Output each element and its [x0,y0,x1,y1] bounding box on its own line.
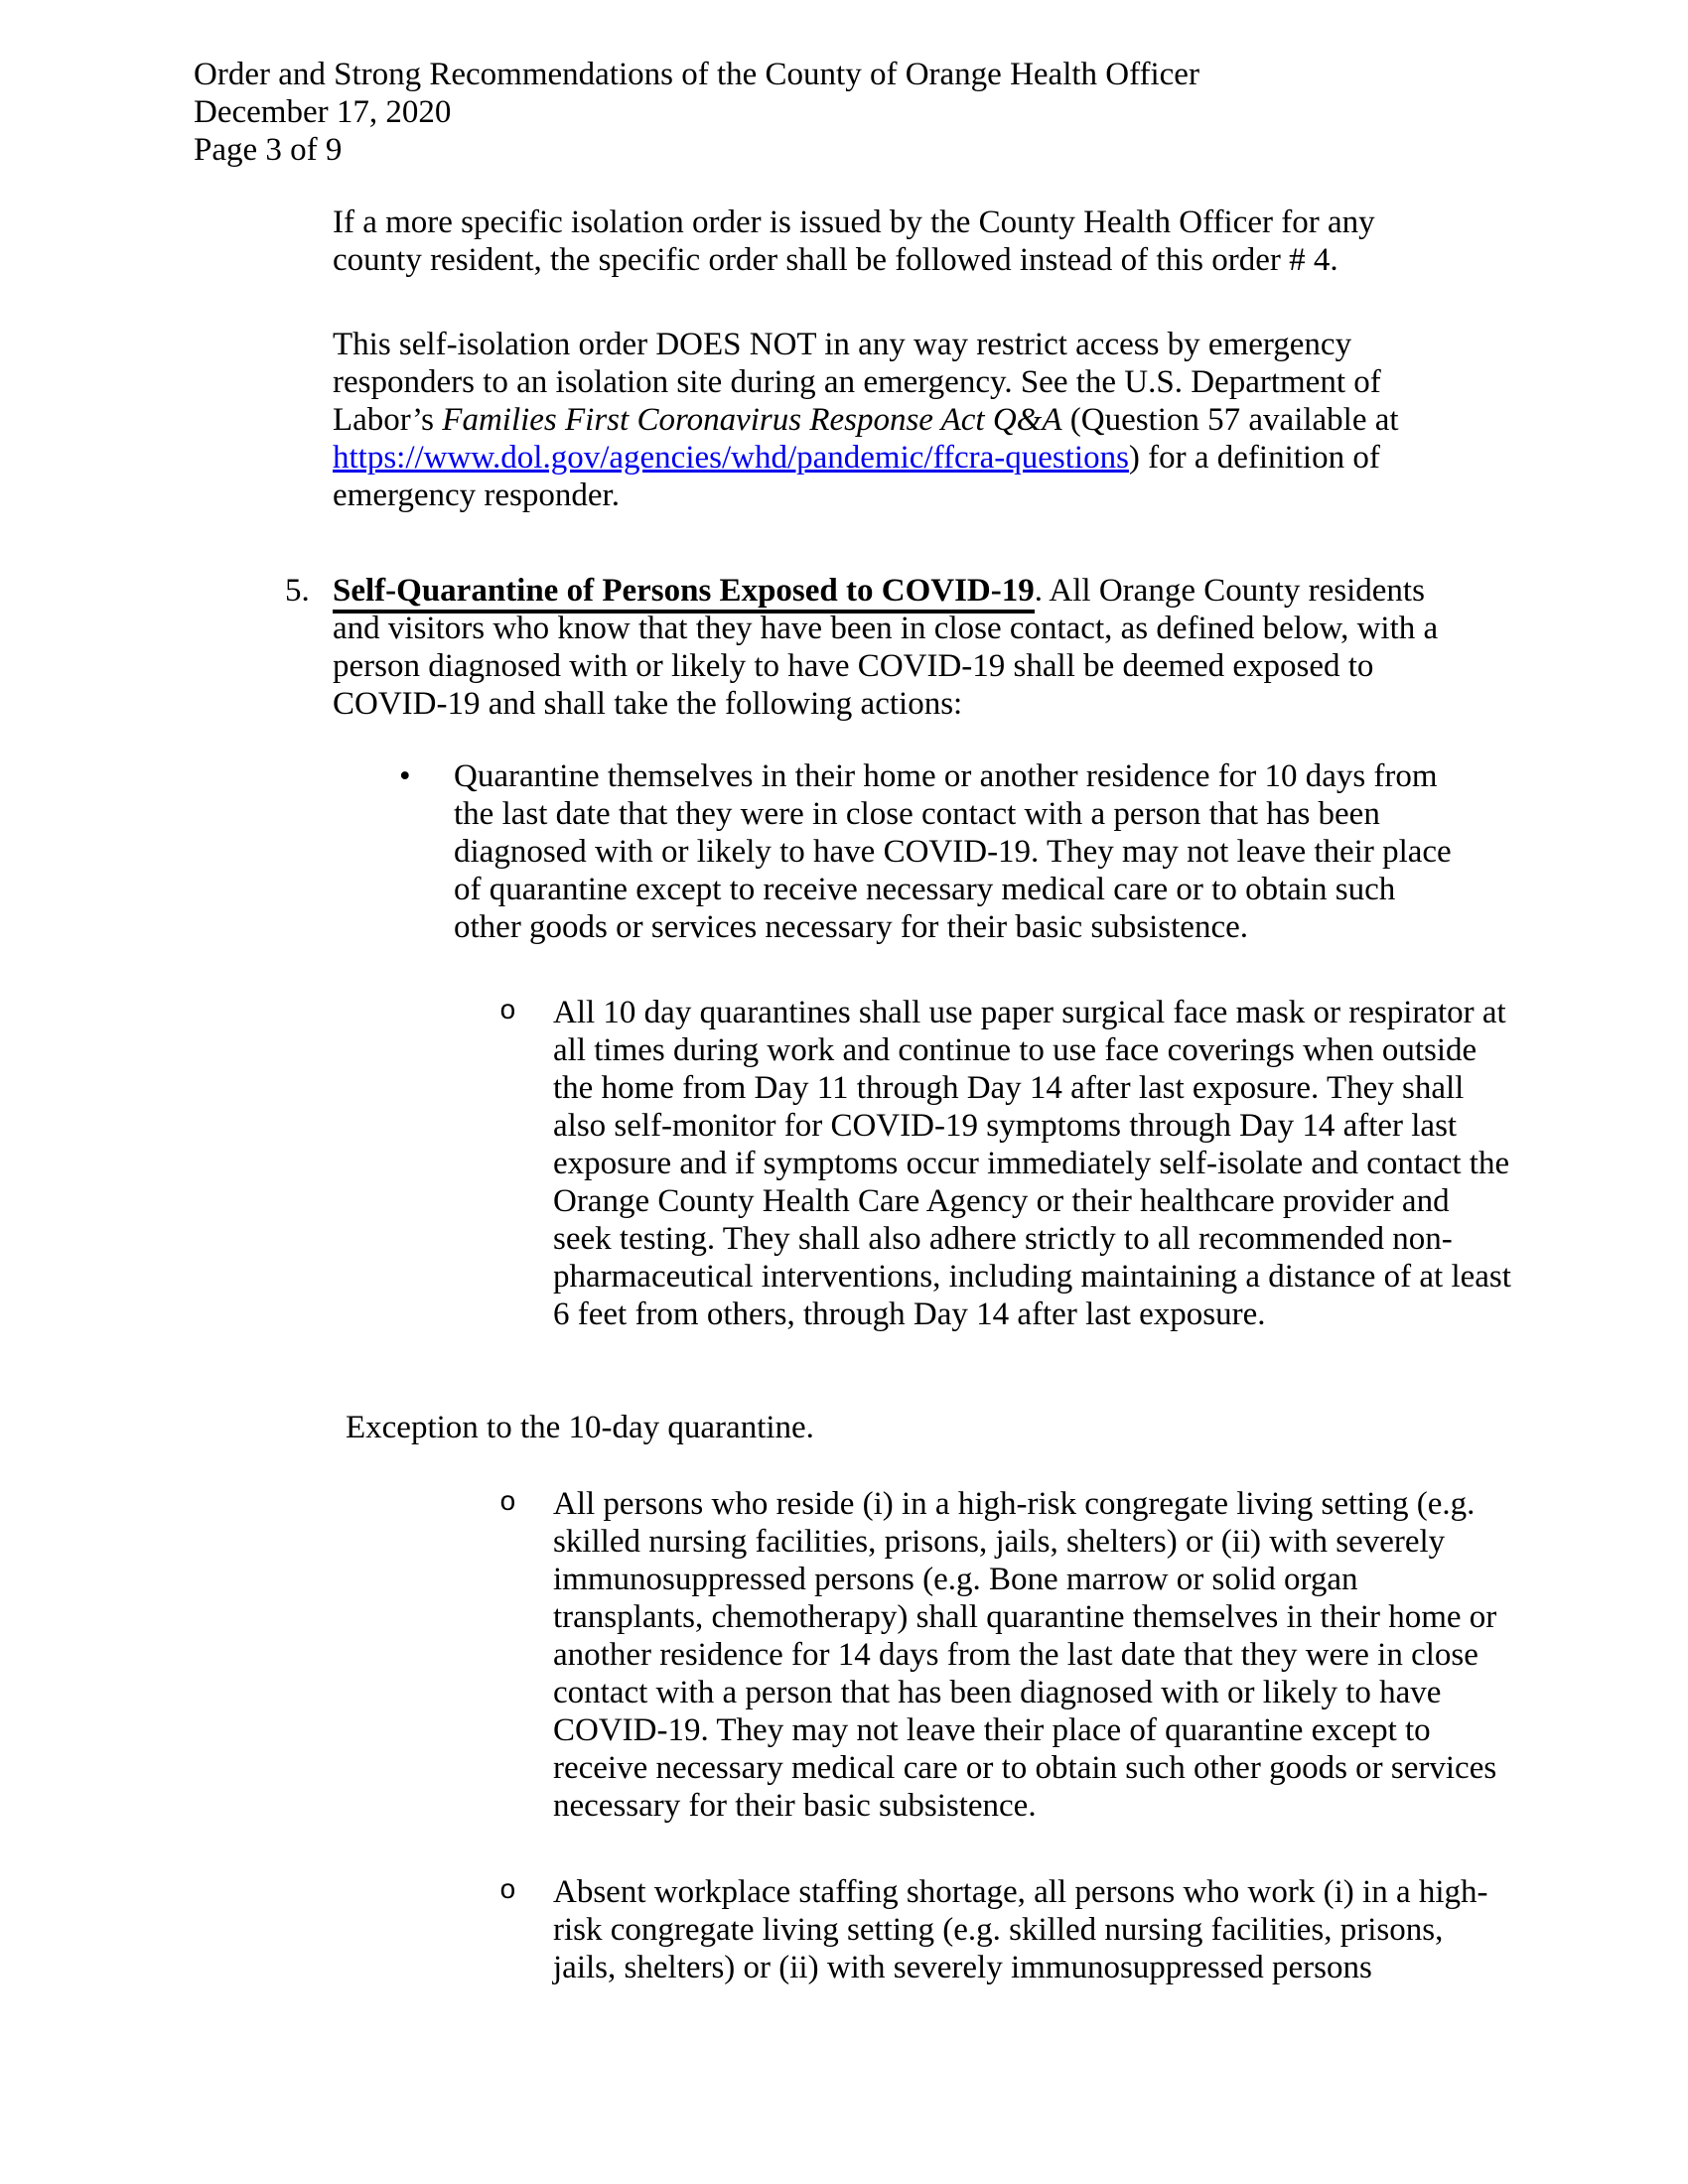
ffcra-questions-link[interactable]: https://www.dol.gov/agencies/whd/pandemic/ffcra-questions [333,440,1129,476]
text-segment-normal: ) for a definition of emergency responder. [333,440,1380,513]
header-title: Order and Strong Recommendations of the County of Orange Health Officer [194,57,1199,92]
bullet-dot-icon: • [399,758,411,794]
item-5-heading-suffix: . All Orange County residents and visitors who know that they have been in close contact, as defined below, with a person diagnosed with or likely to have COVID-19 shall be deemed exposed to COVID-19 and shall take the following actions: [333,573,1439,722]
text-segment-normal: This self-isolation order DOES NOT in any way restrict access by emergency responders to an isolation site during an emergency. See the U.S. Department of Labor’s [333,327,1381,438]
exception-label: Exception to the 10-day quarantine. [346,1410,814,1445]
header-date: December 17, 2020 [194,94,452,130]
header-page-number: Page 3 of 9 [194,132,343,168]
sub-bullet-residents-text: All persons who reside (i) in a high-risk congregate living setting (e.g. skilled nursing facilities, prisons, jails, shelters) or (ii) with severely immunosuppressed persons (e.g. Bone marrow or solid organ transplants, chemotherapy) shall quarantine themselves in their home or another residence for 14 days from the last date that they were in close contact with a person that has been diagnosed with or likely to have COVID-19. They may not leave their place of quarantine except to receive necessary medical care or to obtain such other goods or services necessary for their basic subsistence. [553,1486,1497,1824]
circle-bullet-icon: o [499,1488,516,1519]
sub-bullet-workers-text: Absent workplace staffing shortage, all persons who work (i) in a high-risk congregate living setting (e.g. skilled nursing facilities, prisons, jails, shelters) or (ii) with severely immunosuppressed persons [553,1874,1488,1985]
item-5-number: 5. [285,573,310,609]
item-5-heading: Self-Quarantine of Persons Exposed to COVID-19 [333,573,1035,614]
paragraph-emergency-responders [333,326,1460,514]
circle-bullet-icon: o [499,1876,516,1907]
paragraph-isolation-order: If a more specific isolation order is issued by the County Health Officer for any county resident, the specific order shall be followed instead of this order # 4. [333,205,1375,278]
item-5-body [333,572,1460,723]
bullet-quarantine-text: Quarantine themselves in their home or another residence for 10 days from the last date that they were in close contact with a person that has been diagnosed with or likely to have COVID-19. They may not leave their place of quarantine except to receive necessary medical care or to obtain such other goods or services necessary for their basic subsistence. [454,758,1452,945]
text-segment-normal: (Question 57 available at [1061,402,1399,438]
document-header [194,56,1199,169]
sub-bullet-mask-text: All 10 day quarantines shall use paper surgical face mask or respirator at all times during work and continue to use face coverings when outside the home from Day 11 through Day 14 after last exposure. They shall also self-monitor for COVID-19 symptoms through Day 14 after last exposure and if symptoms occur immediately self-isolate and contact the Orange County Health Care Agency or their healthcare provider and seek testing. They shall also adhere strictly to all recommended non-pharmaceutical interventions, including maintaining a distance of at least 6 feet from others, through Day 14 after last exposure. [553,995,1511,1332]
text-segment-italic: Families First Coronavirus Response Act Q&A [442,402,1062,438]
circle-bullet-icon: o [499,997,516,1027]
